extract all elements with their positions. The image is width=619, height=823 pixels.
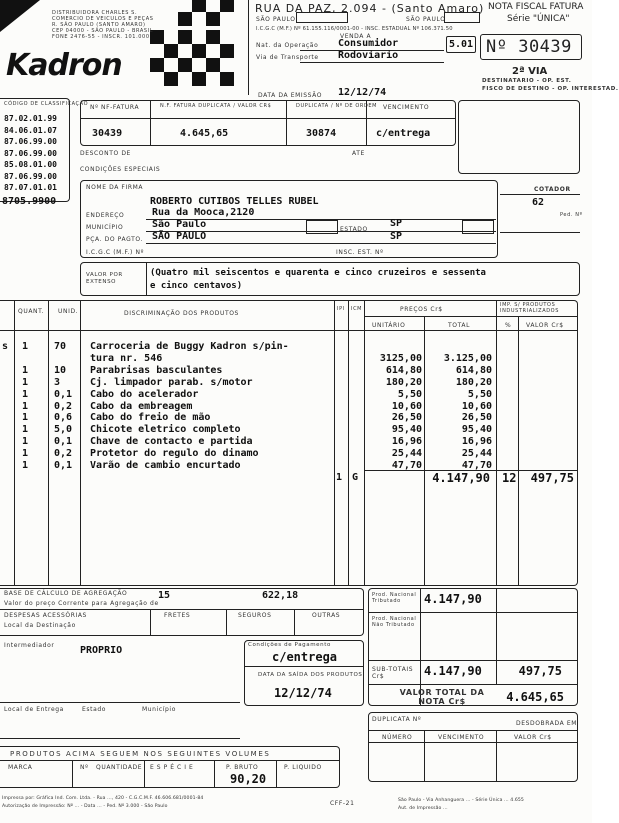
via-sub-1: DESTINATARIO - OP. EST. [482,78,572,84]
item-desc: Cj. limpador parab. s/motor [90,376,253,388]
col-unitario: UNITÁRIO [372,322,406,329]
nf-fatura-value: 30439 [92,128,123,139]
outras-label: OUTRAS [312,612,341,619]
entrega-label: Local de Entrega [4,706,64,713]
cond-value: c/entrega [272,650,338,664]
imp-label: IMP. S/ PRODUTOS INDUSTRIALIZADOS [500,302,559,314]
nat-operacao-value: Consumidor [338,38,399,49]
company-line-1: DISTRIBUIDORA CHARLES S. [52,10,138,16]
subtotal: 4.147,90 [432,471,490,485]
numero2-label: Nº [80,764,89,771]
via-transporte-value: Rodoviario [338,50,399,61]
item-unit: 10,60 [391,400,422,412]
especie-label: ESPÉCIE [150,764,196,771]
item-unid: 0,1 [54,388,73,400]
item-unid: 0,2 [54,400,73,412]
marca-label: MARCA [8,764,33,771]
invoice-number: Nº 30439 [486,37,572,57]
item-total: 180,20 [455,376,492,388]
municipio-label-bottom: Município [142,706,176,713]
col-total: TOTAL [448,322,471,329]
col-icm: ICM [351,306,363,312]
item-total: 5,50 [467,388,492,400]
footer-code: CFF-21 [330,800,355,807]
subtotais-value: 4.147,90 [424,664,482,678]
item-desc: Chave de contacto e partida [90,436,253,448]
item-qty: 1 [22,460,29,471]
municipio-value: São Paulo [152,219,207,230]
col-unid: UNID. [58,308,79,315]
col-desc: DISCRIMINAÇÃO DOS PRODUTOS [124,310,239,317]
praca-label: PÇA. DO PAGTO. [86,236,143,243]
table-row [0,412,592,424]
item-unid: 0,6 [54,412,73,424]
icm-class: G [352,472,359,483]
item-unid: 10 [54,364,67,376]
item-unid: 70 [54,341,67,352]
condicoes-label: CONDIÇÕES ESPECIAIS [80,166,161,173]
item-total: 16,96 [461,436,492,448]
footer-right-1: São Paulo - Via Anhanguera ... - Série Única ... 4.655 [398,798,524,803]
company-line-3: R. SÃO PAULO (SANTO AMARO) [52,22,146,28]
code-box [446,36,476,53]
table-row [0,448,592,460]
item-desc: Cabo da embreagem [90,400,193,412]
desp-sub: Local da Destinação [4,622,76,629]
intermediador-label: Intermediador [4,642,55,649]
quantidade-label: QUANTIDADE [96,764,143,771]
cotador-value: 62 [532,197,545,208]
duplicata-label: DUPLICATA / Nº DE ORDEM [296,103,378,109]
item-desc: tura nr. 546 [90,352,163,364]
municipio-label: MUNICÍPIO [86,224,124,231]
item-desc: Carroceria de Buggy Kadron s/pin- [90,341,289,352]
nome-value: ROBERTO CUTIBOS TELLES RUBEL [150,196,319,207]
data-emissao-value: 12/12/74 [338,87,387,98]
aliq: 12 [502,471,517,485]
item-desc: Parabrisas basculantes [90,364,223,376]
estado-value: SP [390,218,403,229]
desp-label: DESPESAS ACESSÓRIAS [4,612,87,619]
item-unit: 3125,00 [379,352,422,364]
classification-code: 84.06.01.07 [4,125,57,135]
table-row [0,401,592,413]
logo-block [0,0,245,95]
numero-label: NÚMERO [382,734,413,741]
table-row [0,424,592,436]
item-total: 47,70 [461,460,492,471]
nat-operacao-label: Nat. da Operação [256,42,319,49]
cgc-label: I.C.G.C (M.F.) Nº [86,249,145,256]
item-qty: 1 [22,400,29,412]
estado-label-bottom: Estado [82,706,107,713]
classification-code: 85.08.01.00 [4,160,57,169]
endereco-value: Rua da Mooca,2120 [152,207,255,218]
code-box-value: 5.01 [449,39,474,50]
table-row [0,341,592,353]
company-line-2: COMERCIO DE VEICULOS E PEÇAS [52,16,154,22]
classification-code: 87.06.99.00 [4,148,57,158]
col-valor: VALOR Cr$ [526,322,564,329]
item-total: 3.125,00 [443,352,492,364]
classification-code: 87.02.01.99 [4,114,57,123]
item-unit: 26,50 [391,412,422,424]
item-qty: 1 [22,364,29,376]
valor-extenso-line-2: e cinco centavos) [150,281,243,291]
cliente-code: 8705.9900 [2,196,57,207]
item-unid: 5,0 [54,424,73,436]
cgc-line: I.C.G.C (M.F.) Nº 61.155.116/0001-00 - INSC. ESTADUAL Nº 106.371.50 [256,26,453,32]
data-saida-value: 12/12/74 [274,686,332,700]
city-right: SÃO PAULO [406,16,446,23]
item-unit: 47,70 [391,460,422,471]
footer-left-2: Autorização de Impressão: Nº ... - Data ... - Ped. Nº 3.000 - São Paulo [2,804,168,809]
vencimento-label: VENCIMENTO [383,104,430,111]
precos-label: PREÇOS Cr$ [400,306,443,313]
item-total: 26,50 [461,412,492,424]
footer-left-1: Impressa por: Gráfica Ind. Com. Ltda. - Rua ..., 420 - C.G.C.M.F. 46.606.681/0001-84 [2,796,204,801]
ped-label: Ped. Nº [560,212,583,218]
table-row [0,436,592,448]
item-qty: 1 [22,412,29,424]
table-row [0,377,592,389]
subtotais-label: SUB-TOTAIS Cr$ [372,666,414,680]
item-desc: Chicote eletrico completo [90,424,241,436]
item-qty: 1 [22,388,29,400]
item-unit: 16,96 [391,436,422,448]
item-unid: 3 [54,376,61,388]
number-box [480,34,582,60]
seguros-label: SEGUROS [238,612,272,619]
praca-value: SÃO PAULO [152,231,207,242]
doc-title: NOTA FISCAL FATURA [488,2,584,12]
desdobrada-label: DESDOBRADA EM [516,720,578,727]
col-quant: QUANT. [18,308,45,315]
city-right-box [444,12,480,23]
nome-label: NOME DA FIRMA [86,184,144,191]
item-desc: Cabo do freio de mão [90,412,211,424]
endereco-label: ENDEREÇO [86,212,125,219]
table-row [0,389,592,401]
col-aliq: % [505,322,512,329]
table-row [0,365,592,377]
item-qty: 1 [22,448,29,460]
item-unit: 25,44 [391,448,422,460]
subtotais-ipi: 497,75 [518,664,562,678]
vencimento-value: c/entrega [376,128,431,139]
prod-trib-value: 4.147,90 [424,592,482,606]
item-qty: 1 [22,341,29,352]
item-qty: 1 [22,376,29,388]
via-sub-2: FISCO DE DESTINO - OP. INTERESTAD. [482,86,619,92]
prod-nao-trib-label: Prod. Nacional Não Tributado [372,616,417,628]
item-unit: 5,50 [397,388,422,400]
valor-extenso-line-1: (Quatro mil seiscentos e quarenta e cinco cruzeiros e sessenta [150,268,486,278]
row-marker: s [2,341,9,352]
fretes-label: FRETES [164,612,191,619]
volumes-label: PRODUTOS ACIMA SEGUEM NOS SEGUINTES VOLUMES [10,750,271,758]
item-total: 25,44 [461,448,492,460]
via-transporte-label: Via de Transporte [256,54,319,61]
valor-value: 4.645,65 [180,128,229,139]
item-unid: 0,1 [54,436,73,448]
item-qty: 1 [22,424,29,436]
footer-right-2: Aut. de Impressão ... [398,806,448,811]
insc-label: INSC. EST. Nº [336,249,384,256]
base-pct: 15 [158,590,171,601]
item-unit: 180,20 [385,376,422,388]
duplicata-label-bottom: DUPLICATA Nº [372,716,422,723]
city-left-box [296,12,348,23]
item-unit: 614,80 [385,364,422,376]
city-left: SÃO PAULO [256,16,296,23]
ipi-value: 497,75 [530,471,574,485]
item-total: 95,40 [461,424,492,436]
item-total: 10,60 [461,400,492,412]
intermediador-value: PROPRIO [80,645,123,656]
via-label: 2ª VIA [512,66,548,77]
data-saida-label: DATA DA SAÍDA DOS PRODUTOS [258,672,363,678]
valor-total-value: 4.645,65 [506,690,564,704]
classification-code: 87.07.01.01 [4,183,57,192]
company-line-4: CEP 04000 - SÃO PAULO - BRASIL [52,28,154,34]
estado-label: ESTADO [340,226,368,233]
cond-label: Condições de Pagamento [248,642,331,648]
fatura-side-box [458,100,580,174]
prod-trib-label: Prod. Nacional Tributado [372,592,417,604]
item-total: 614,80 [455,364,492,376]
codes-label: CÓDIGO DE CLASSIFICAÇÃO [4,101,89,107]
valor-label: N.F. FATURA DUPLICATA / VALOR CR$ [160,103,272,109]
vencimento-label-bottom: VENCIMENTO [438,734,485,741]
venda-a: VENDA A [340,33,372,40]
peso-value: 90,20 [230,772,267,786]
company-line-5: FONE 2476-55 - INSCR. 101.000 [52,34,150,40]
valor-label-bottom: VALOR Cr$ [514,734,552,741]
peso-liq-label: P. LIQUIDO [284,764,322,771]
brand-logo: Kadron [6,48,122,83]
duplicata-value: 30874 [306,128,337,139]
nf-fatura-label: Nº NF-FATURA [90,104,140,111]
base-label: BASE DE CÁLCULO DE AGREGAÇÃO [4,590,128,597]
serie: Série "ÚNICA" [507,14,570,24]
item-desc: Cabo do acelerador [90,388,199,400]
ipi-class: 1 [336,472,343,483]
classification-code: 87.06.99.00 [4,137,57,146]
desconto-label: DESCONTO DE [80,150,131,157]
base-value: 622,18 [262,590,299,601]
item-desc: Protetor do regulo do dinamo [90,448,259,460]
base-sub: Valor do preço Corrente para Agregação de [4,600,159,607]
cotador-label: COTADOR [534,186,571,193]
item-unid: 0,2 [54,448,73,460]
col-ipi: IPI [337,306,345,312]
item-qty: 1 [22,436,29,448]
item-unit: 95,40 [391,424,422,436]
data-emissao-label: DATA DA EMISSÃO [258,92,323,99]
desconto-ate: ATE [352,150,365,157]
estado-value-2: SP [390,231,403,242]
valor-extenso-label: VALOR POR EXTENSO [86,272,123,285]
address-line: RUA DA PAZ, 2.094 - (Santo Amaro) [255,2,485,15]
peso-label: P. BRUTO [226,764,259,771]
item-desc: Varão de cambio encurtado [90,460,241,471]
valor-total-label: VALOR TOTAL DA NOTA Cr$ [399,688,485,706]
classification-code: 87.06.99.00 [4,171,57,181]
table-row [0,353,592,365]
item-unid: 0,1 [54,460,73,471]
